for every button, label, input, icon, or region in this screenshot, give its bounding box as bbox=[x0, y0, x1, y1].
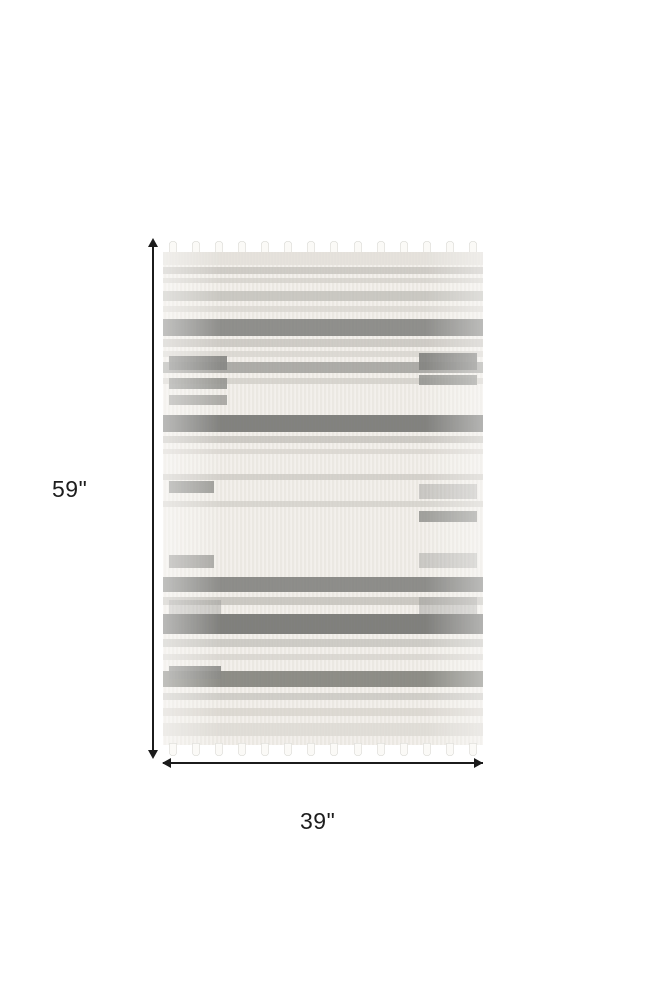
rug-tassel bbox=[192, 743, 200, 756]
rug-tassel bbox=[330, 743, 338, 756]
rug-tassel bbox=[446, 743, 454, 756]
rug-illustration bbox=[163, 240, 483, 757]
rug-body bbox=[163, 252, 483, 745]
rug-edge-shading bbox=[163, 252, 483, 745]
rug-tassel bbox=[284, 743, 292, 756]
rug-tassel bbox=[400, 743, 408, 756]
height-arrow-bottom-icon bbox=[148, 750, 158, 759]
rug-tassel bbox=[307, 743, 315, 756]
rug-tassel bbox=[261, 743, 269, 756]
rug-tassel bbox=[423, 743, 431, 756]
width-arrow-right-icon bbox=[474, 758, 483, 768]
rug-tassel bbox=[469, 743, 477, 756]
rug-tassel bbox=[238, 743, 246, 756]
width-arrow-left-icon bbox=[162, 758, 171, 768]
height-dimension-line bbox=[152, 240, 154, 757]
height-arrow-top-icon bbox=[148, 238, 158, 247]
rug-fringe-bottom bbox=[169, 743, 477, 757]
width-dimension-line bbox=[163, 762, 483, 764]
rug-tassel bbox=[169, 743, 177, 756]
rug-tassel bbox=[215, 743, 223, 756]
rug-tassel bbox=[354, 743, 362, 756]
width-dimension-label: 39" bbox=[300, 808, 336, 834]
rug-tassel bbox=[377, 743, 385, 756]
height-dimension-label: 59" bbox=[52, 476, 88, 502]
